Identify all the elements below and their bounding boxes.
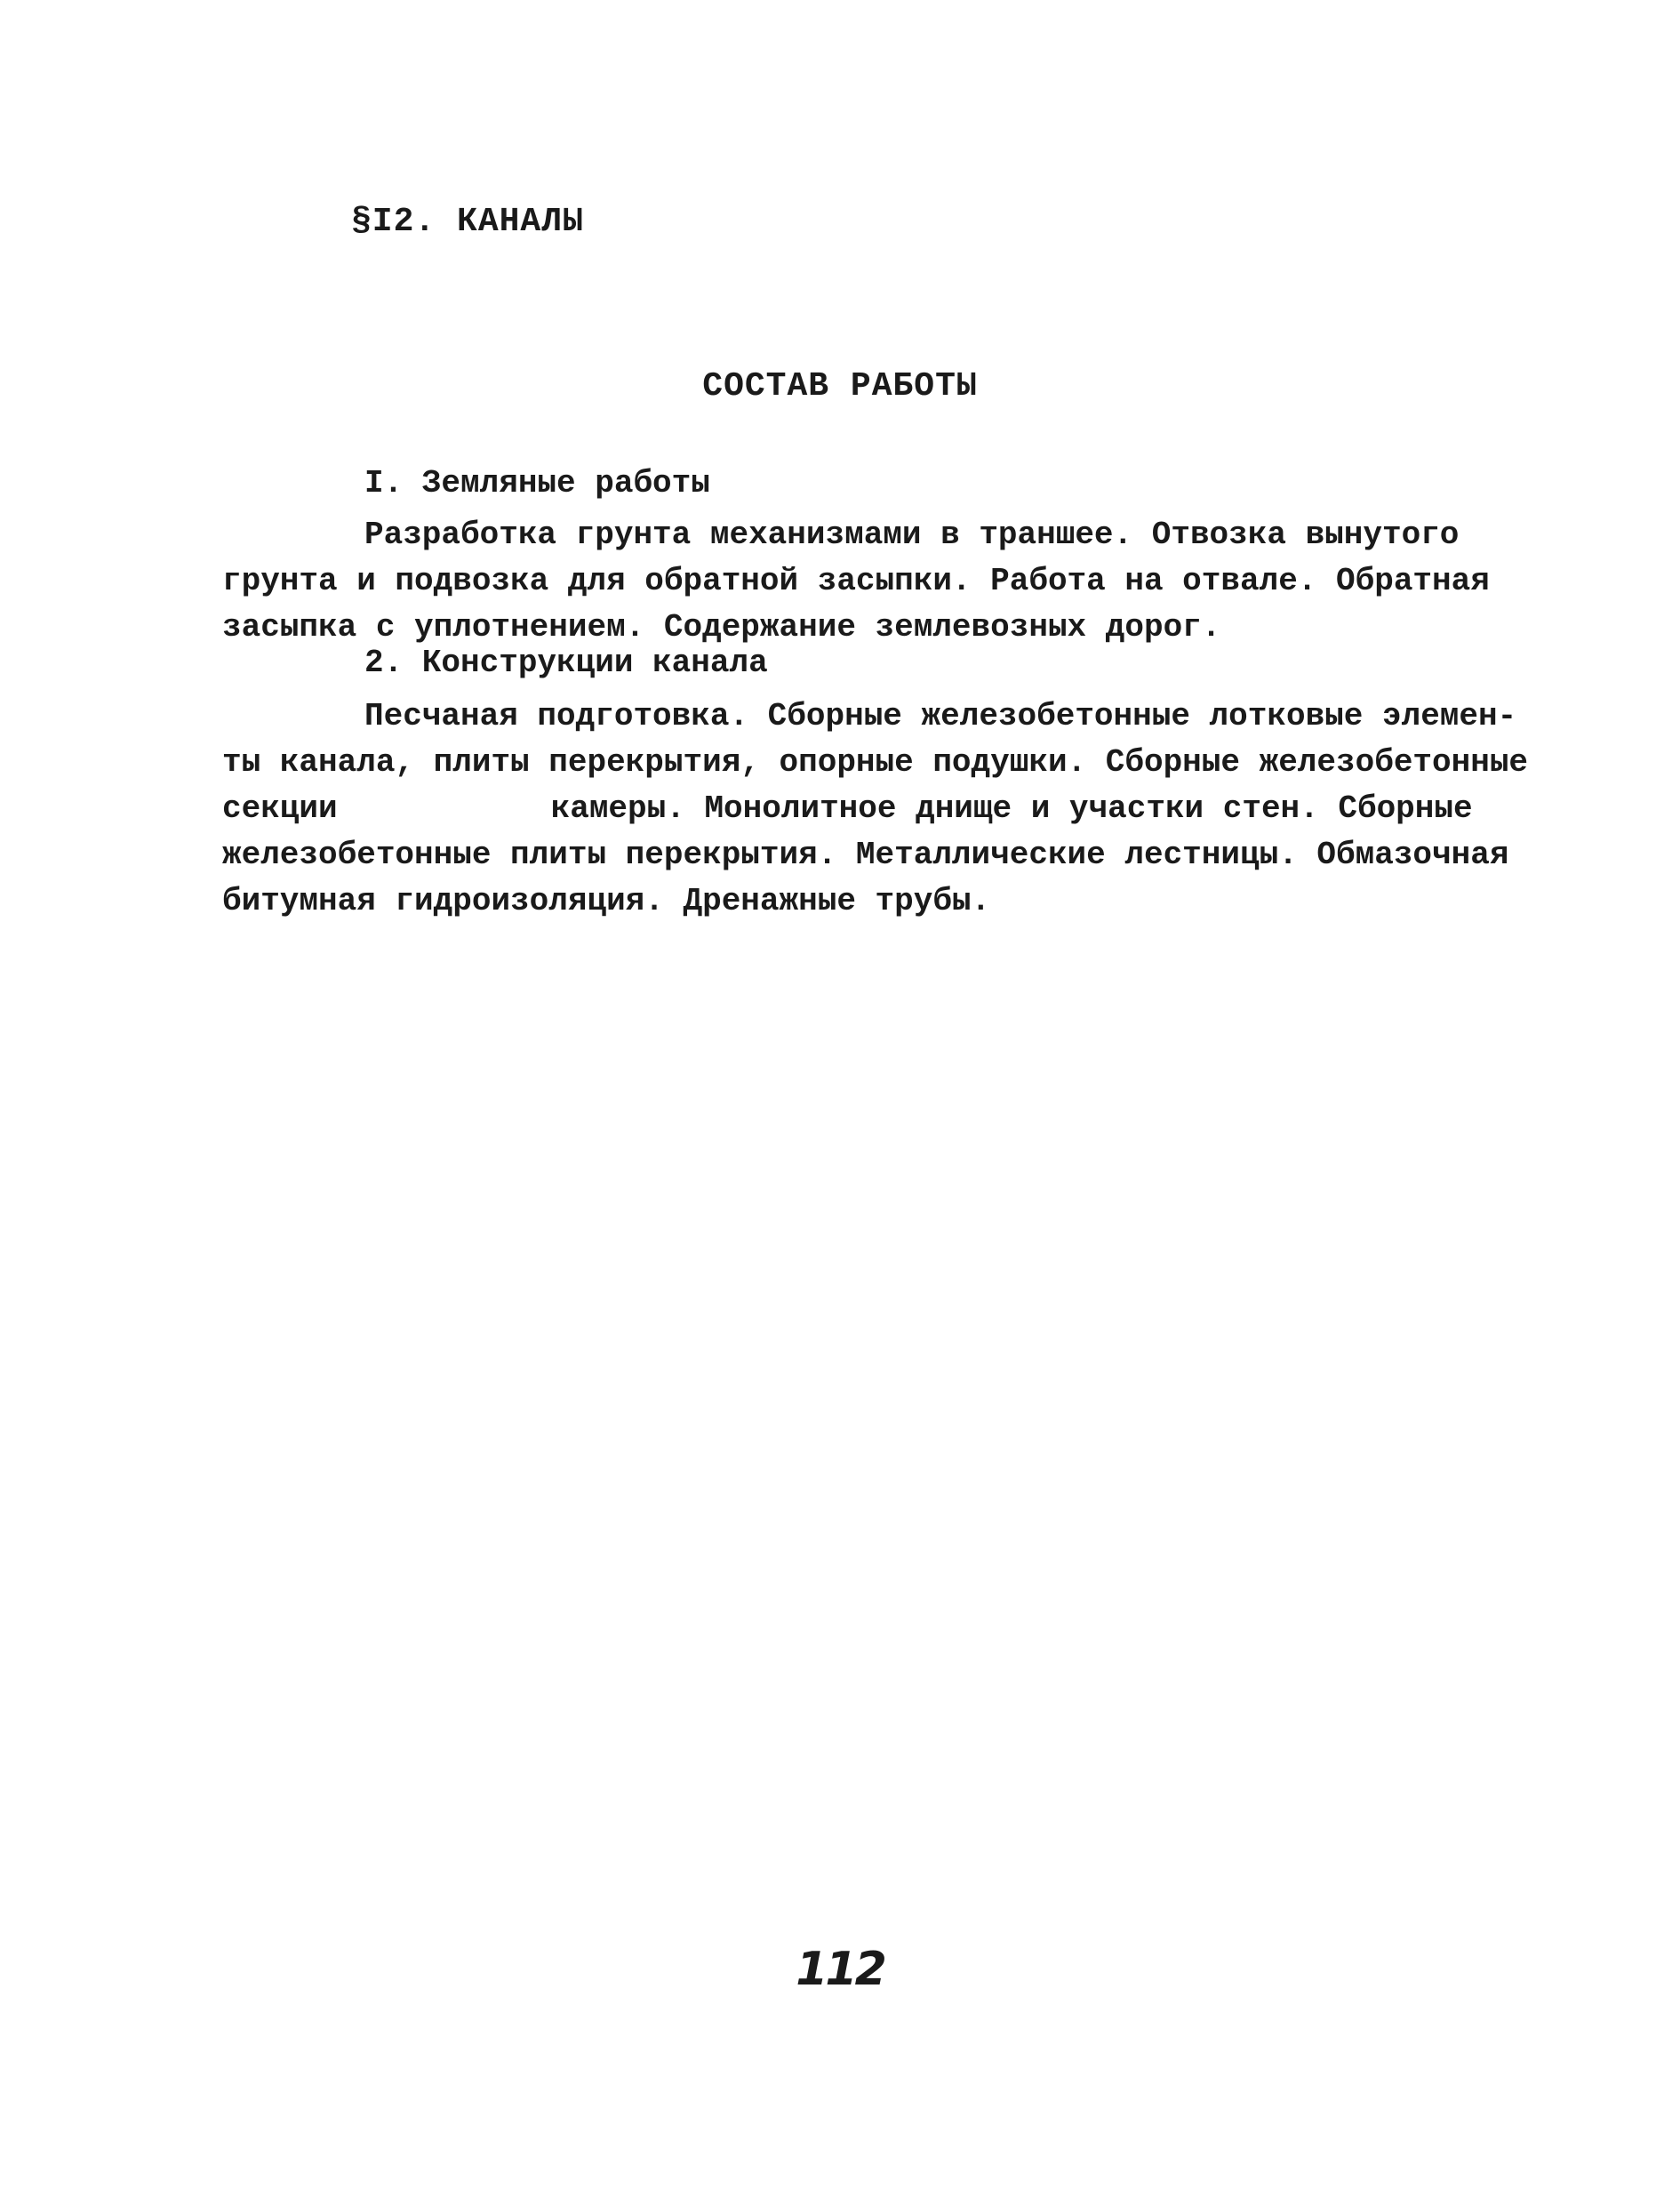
- section-title: §I2. КАНАЛЫ: [351, 203, 584, 241]
- paragraph-fragment: камеры. Монолитное днище и участки стен. Сборные: [550, 790, 1473, 827]
- paragraph-line: грунта и подвозка для обратной засыпки. Работа на отвале. Обратная: [222, 563, 1490, 599]
- item-channel-structures: [222, 640, 1529, 925]
- item-earthworks: [222, 461, 1490, 651]
- paragraph-line: Песчаная подготовка. Сборные железобетонные лотковые элемен-: [364, 698, 1517, 734]
- paragraph-fragment: секции: [222, 790, 338, 827]
- paragraph-line: Разработка грунта механизмами в траншее. Отвозка вынутого: [364, 517, 1460, 553]
- item-heading-earthworks: I. Земляные работы: [364, 465, 710, 501]
- item-heading-channel-structures: 2. Конструкции канала: [364, 645, 768, 681]
- paragraph-line-with-gap: [222, 786, 1473, 832]
- work-composition-title: СОСТАВ РАБОТЫ: [702, 367, 978, 405]
- paragraph-line: ты канала, плиты перекрытия, опорные подушки. Сборные железобетонные: [222, 744, 1529, 781]
- page-number: 112: [796, 1943, 884, 1996]
- paragraph-line: железобетонные плиты перекрытия. Металлические лестницы. Обмазочная: [222, 837, 1509, 873]
- paragraph-line: битумная гидроизоляция. Дренажные трубы.: [222, 883, 991, 919]
- paragraph-line: засыпка с уплотнением. Содержание землевозных дорог.: [222, 609, 1221, 645]
